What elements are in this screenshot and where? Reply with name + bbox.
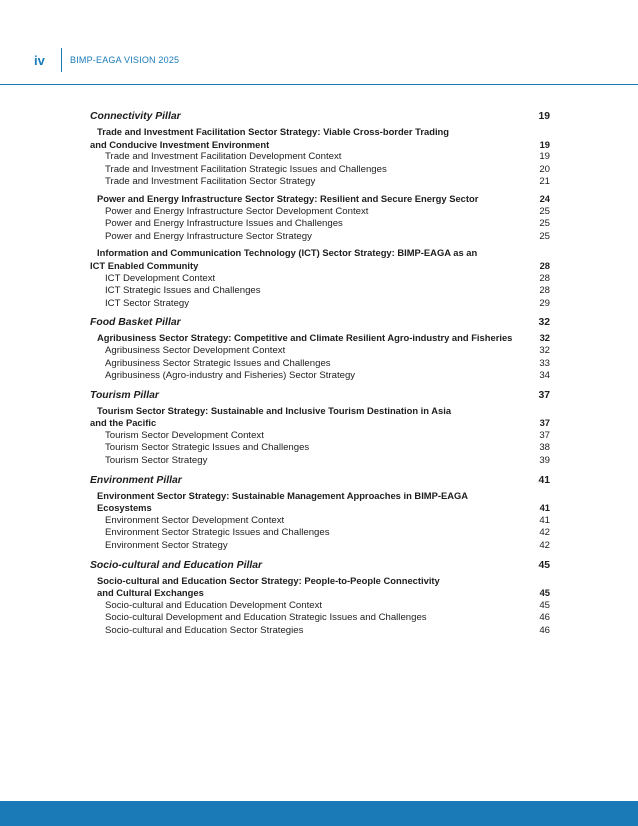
toc-page-number: 39 [539, 455, 550, 467]
running-title: BIMP-EAGA VISION 2025 [70, 55, 180, 65]
toc-page-number: 42 [539, 540, 550, 552]
toc-strategy-ict [90, 247, 550, 310]
toc-entry-title: ICT Strategic Issues and Challenges [105, 285, 261, 297]
toc-page-number: 32 [539, 332, 550, 344]
toc-entry[interactable] [90, 218, 550, 231]
toc-strategy-title: Agribusiness Sector Strategy: Competitive and Climate Resilient Agro-industry and Fisheries [97, 332, 513, 344]
toc-strategy-heading[interactable] [90, 126, 550, 151]
footer-band [0, 801, 638, 826]
toc-page-number: 19 [539, 151, 550, 163]
toc-entry-title: Trade and Investment Facilitation Development Context [105, 151, 342, 163]
toc-strategy-title: Power and Energy Infrastructure Sector Strategy: Resilient and Secure Energy Sector [97, 192, 479, 204]
toc-entry[interactable] [90, 625, 550, 638]
toc-page-number: 25 [539, 205, 550, 217]
toc-strategy-power [90, 193, 550, 243]
toc-entry-title: Power and Energy Infrastructure Issues and Challenges [105, 218, 343, 230]
toc-page-number: 46 [539, 625, 550, 636]
header-divider [61, 48, 62, 72]
toc-strategy-socio-cultural [90, 575, 550, 638]
toc-page-number: 37 [538, 389, 550, 401]
toc-entry-title: Environment Sector Strategic Issues and Challenges [105, 527, 330, 539]
toc-entry-title: Agribusiness Sector Development Context [105, 344, 286, 356]
toc-entry-title: Power and Energy Infrastructure Sector Strategy [105, 230, 312, 242]
page-number: iv [34, 53, 45, 68]
toc-page-number: 42 [539, 527, 550, 539]
toc-entry[interactable] [90, 455, 550, 468]
toc-entry[interactable] [90, 358, 550, 371]
toc-page-number: 45 [539, 599, 550, 611]
toc-strategy-title-line1: Socio-cultural and Education Sector Strategy: People-to-People Connectivity [97, 574, 440, 586]
toc-entry[interactable] [90, 151, 550, 164]
toc-entry[interactable] [90, 612, 550, 625]
toc-entry[interactable] [90, 600, 550, 613]
toc-page-number: 20 [539, 163, 550, 175]
toc-entry[interactable] [90, 527, 550, 540]
toc-entry-title: ICT Sector Strategy [105, 297, 190, 309]
toc-pillar-food-basket [90, 316, 550, 382]
toc-page-number: 25 [539, 218, 550, 230]
toc-strategy-title-line2: and Conducive Investment Environment [90, 138, 270, 150]
toc-pillar-title: Tourism Pillar [90, 389, 159, 401]
toc-page-number: 38 [539, 442, 550, 454]
toc-entry-title: Tourism Sector Strategic Issues and Challenges [105, 442, 310, 454]
toc-page-number: 32 [538, 317, 550, 329]
toc-page-number: 45 [539, 587, 550, 599]
toc-page-number: 33 [539, 357, 550, 369]
toc-page-number: 41 [538, 474, 550, 486]
toc-entry-title: Socio-cultural Development and Education Strategic Issues and Challenges [105, 612, 427, 624]
toc-strategy-heading[interactable] [90, 332, 550, 345]
toc-entry[interactable] [90, 540, 550, 553]
toc-strategy-heading[interactable] [90, 405, 550, 430]
toc-strategy-title-line1: Information and Communication Technology (ICT) Sector Strategy: BIMP-EAGA as an [97, 247, 478, 259]
toc-page-number: 37 [539, 429, 550, 441]
toc-entry-title: Trade and Investment Facilitation Strategic Issues and Challenges [105, 163, 387, 175]
toc-entry-title: Trade and Investment Facilitation Sector Strategy [105, 176, 316, 188]
toc-pillar-tourism [90, 389, 550, 468]
toc-strategy-title-line1: Tourism Sector Strategy: Sustainable and Inclusive Tourism Destination in Asia [97, 404, 452, 416]
toc-entry-title: Tourism Sector Strategy [105, 455, 208, 467]
toc-entry-title: Power and Energy Infrastructure Sector Development Context [105, 205, 369, 217]
toc-pillar-socio-cultural [90, 559, 550, 638]
toc-page-number: 28 [539, 272, 550, 284]
toc-strategy-title-line2: and Cultural Exchanges [97, 587, 204, 599]
toc-pillar-title: Connectivity Pillar [90, 111, 181, 122]
toc-entry[interactable] [90, 273, 550, 286]
toc-entry-title: Environment Sector Development Context [105, 514, 285, 526]
toc-entry-title: ICT Development Context [105, 272, 216, 284]
toc-strategy-title-line1: Trade and Investment Facilitation Sector Strategy: Viable Cross-border Trading [97, 126, 449, 137]
toc-page-number: 41 [539, 514, 550, 526]
toc-pillar-title: Food Basket Pillar [90, 317, 181, 329]
toc-pillar-heading[interactable] [90, 389, 550, 402]
toc-entry[interactable] [90, 206, 550, 219]
toc-pillar-heading[interactable] [90, 474, 550, 487]
table-of-contents [90, 110, 550, 640]
toc-strategy-title-line2: Ecosystems [97, 502, 152, 514]
toc-page-number: 45 [538, 559, 550, 571]
toc-page-number: 46 [539, 612, 550, 624]
toc-page-number: 28 [539, 285, 550, 297]
toc-page-number: 32 [539, 344, 550, 356]
toc-entry-title: Tourism Sector Development Context [105, 429, 264, 441]
toc-strategy-heading[interactable] [90, 575, 550, 600]
toc-page-number: 19 [539, 138, 550, 150]
toc-entry-title: Socio-cultural and Education Sector Strategies [105, 625, 304, 636]
toc-pillar-heading[interactable] [90, 110, 550, 123]
toc-entry[interactable] [90, 231, 550, 244]
toc-page-number: 25 [539, 230, 550, 242]
toc-pillar-heading[interactable] [90, 559, 550, 572]
toc-page-number: 29 [539, 297, 550, 309]
toc-strategy-agribusiness [90, 332, 550, 382]
toc-pillar-heading[interactable] [90, 316, 550, 329]
toc-entry[interactable] [90, 164, 550, 177]
toc-pillar-title: Environment Pillar [90, 474, 182, 486]
toc-page-number: 37 [539, 417, 550, 429]
toc-entry[interactable] [90, 176, 550, 189]
toc-entry-title: Agribusiness Sector Strategic Issues and Challenges [105, 357, 331, 369]
toc-entry-title: Agribusiness (Agro-industry and Fisheries) Sector Strategy [105, 370, 356, 382]
toc-entry[interactable] [90, 515, 550, 528]
toc-entry[interactable] [90, 442, 550, 455]
toc-strategy-heading[interactable] [90, 193, 550, 206]
toc-strategy-title-line2: ICT Enabled Community [90, 259, 199, 271]
toc-strategy-environment [90, 490, 550, 553]
toc-entry[interactable] [90, 345, 550, 358]
toc-entry[interactable] [90, 370, 550, 383]
toc-page-number: 21 [539, 176, 550, 188]
toc-page-number: 34 [539, 370, 550, 382]
toc-entry-title: Socio-cultural and Education Development Context [105, 599, 323, 611]
toc-strategy-title-line1: Environment Sector Strategy: Sustainable Management Approaches in BIMP-EAGA [97, 489, 469, 501]
header-rule [0, 84, 638, 85]
toc-entry[interactable] [90, 298, 550, 311]
toc-page-number: 19 [538, 111, 550, 122]
toc-entry[interactable] [90, 430, 550, 443]
toc-strategy-heading[interactable] [90, 247, 550, 272]
toc-pillar-title: Socio-cultural and Education Pillar [90, 559, 263, 571]
toc-strategy-tourism [90, 405, 550, 468]
toc-strategy-title-line2: and the Pacific [90, 417, 157, 429]
toc-pillar-connectivity [90, 110, 550, 310]
toc-entry-title: Environment Sector Strategy [105, 540, 228, 552]
page-header [0, 0, 638, 86]
toc-page-number: 28 [539, 259, 550, 271]
toc-strategy-heading[interactable] [90, 490, 550, 515]
toc-page-number: 41 [539, 502, 550, 514]
toc-page-number: 24 [539, 192, 550, 204]
toc-entry[interactable] [90, 285, 550, 298]
toc-strategy-trade [90, 126, 550, 189]
toc-pillar-environment [90, 474, 550, 553]
